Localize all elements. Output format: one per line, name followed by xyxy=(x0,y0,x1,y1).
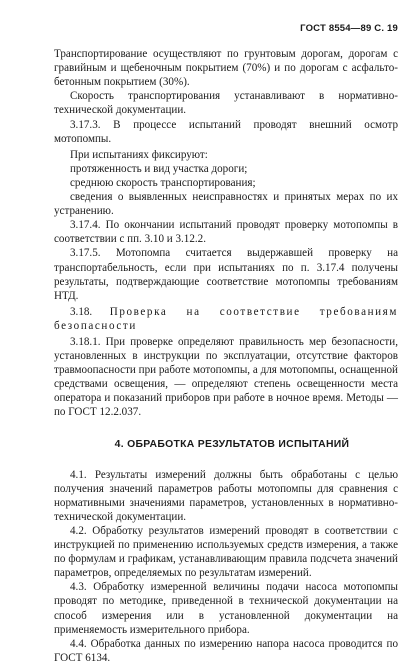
list-item: сведения о выявленных неисправностях и принятых мерах по их устранению. xyxy=(54,191,398,218)
paragraph: 3.17.5. Мотопомпа считается выдержавшей проверку на транспортабельность, если при испытаниях по п. 3.17.4 получены результаты, подтверждающие соответствие мотопомпы требованиям НТД. xyxy=(54,247,398,302)
paragraph: Скорость транспортирования устанавливают в нормативно-технической документации. xyxy=(54,90,398,117)
paragraph: 3.18.1. При проверке определяют правильность мер безопасности, установленных в инструкции по эксплуатации, отсутствие факторов травмоопасности при работе мотопомпы, а для мотопомпы, оснащенной средствами освещения, — определяют степень освещенности места оператора и показаний приборов при работе в ночное время. Методы — по ГОСТ 12.2.037. xyxy=(54,335,398,419)
paragraph: 4.3. Обработку измеренной величины подачи насоса мотопомпы проводят по методике, приведенной в технической документации на способ измерения или в установленной документации на применяемость измерительного прибора. xyxy=(54,581,398,636)
page-header: ГОСТ 8554—89 С. 19 xyxy=(300,23,398,34)
paragraph: 4.1. Результаты измерений должны быть обработаны с целью получения значений параметров работы мотопомпы для сравнения с нормативными значениями параметров, установленных в нормативно-технической документации. xyxy=(54,468,398,523)
paragraph: 4.4. Обработка данных по измерению напора насоса проводится по ГОСТ 6134. xyxy=(54,637,398,664)
paragraph: 3.17.4. По окончании испытаний проводят проверку мотопомпы в соответствии с пп. 3.10 и 3.12.2. xyxy=(54,219,398,246)
list-item: протяженность и вид участка дороги; xyxy=(70,162,248,175)
paragraph: Транспортирование осуществляют по грунтовым дорогам, дорогам с гравийным и щебеночным покрытием (70%) и по дорогам с асфальто-бетонным покрытием (30%). xyxy=(54,48,398,89)
clause-title: Проверка на соответствие требованиям безопасности xyxy=(54,305,398,332)
paragraph: 3.17.3. В процессе испытаний проводят внешний осмотр мотопомпы. xyxy=(54,118,398,145)
paragraph: При испытаниях фиксируют: xyxy=(70,148,208,161)
list-item: среднюю скорость транспортирования; xyxy=(70,176,256,189)
paragraph: 4.2. Обработку результатов измерений проводят в соответствии с инструкцией по применению используемых средств измерения, а также по формулам и графикам, устанавливающим правила подсчета значений параметров, определяемых по результатам измерений. xyxy=(54,525,398,580)
section-title: 4. ОБРАБОТКА РЕЗУЛЬТАТОВ ИСПЫТАНИЙ xyxy=(114,438,350,450)
clause-number: 3.18. xyxy=(70,305,93,318)
paragraph-3-18 xyxy=(54,305,398,333)
